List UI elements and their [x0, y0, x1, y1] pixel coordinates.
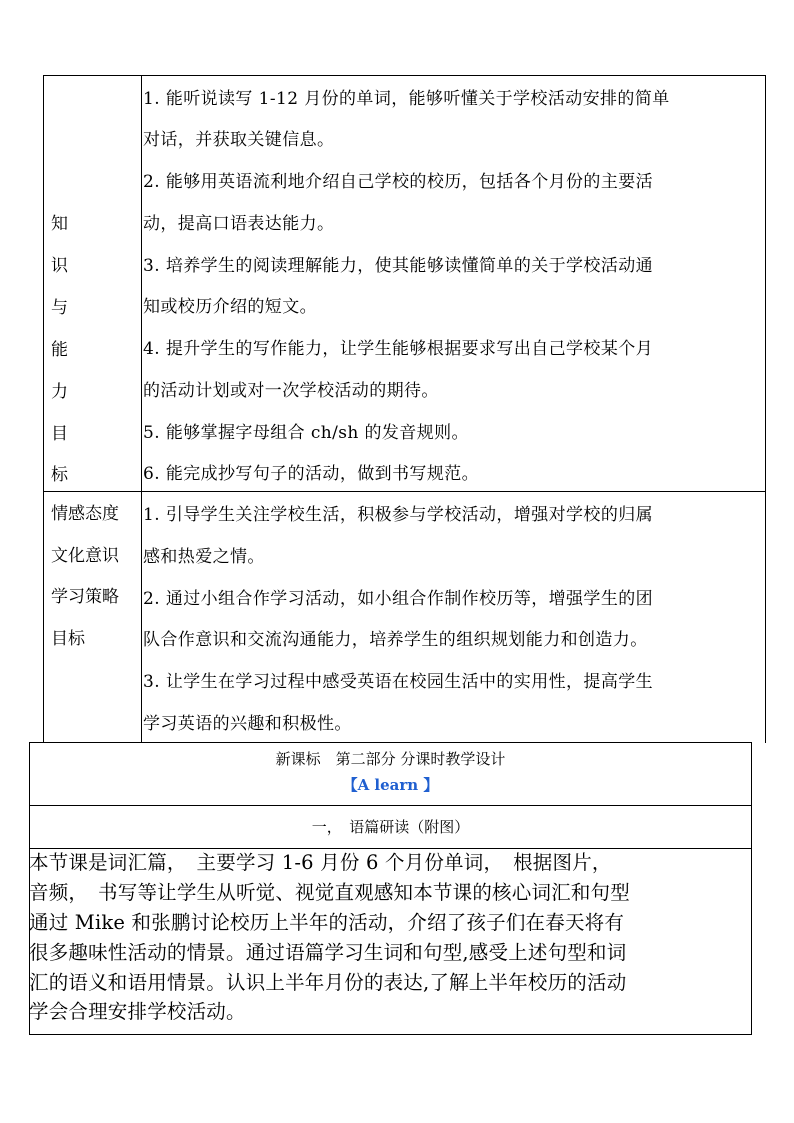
objective-line: 5. 能够掌握字母组合 ch/sh 的发音规则。 — [143, 423, 469, 443]
objective-line: 的活动计划或对一次学校活动的期待。 — [143, 381, 439, 401]
objective-line: 3. 培养学生的阅读理解能力，使其能够读懂简单的关于学校活动通 — [143, 256, 654, 276]
label-char: 标 — [51, 465, 68, 485]
objective-line: 学习英语的兴趣和积极性。 — [143, 714, 352, 734]
objective-line: 6. 能完成抄写句子的活动，做到书写规范。 — [143, 464, 480, 484]
lesson-subtitle: 【A learn 】 — [342, 776, 439, 794]
objective-line: 队合作意识和交流沟通能力，培养学生的组织规划能力和创造力。 — [143, 630, 648, 650]
label-line: 学习策略 — [51, 587, 119, 607]
label-char: 能 — [51, 340, 68, 360]
body-line: 汇的语义和语用情景。认识上半年月份的表达,了解上半年校历的活动 — [29, 971, 627, 994]
objective-line: 2. 通过小组合作学习活动，如小组合作制作校历等，增强学生的团 — [143, 589, 654, 609]
objective-line: 对话，并获取关键信息。 — [143, 130, 335, 150]
label-line: 文化意识 — [51, 546, 119, 566]
objective-line: 感和热爱之情。 — [143, 547, 265, 567]
objective-line: 1. 能听说读写 1-12 月份的单词，能够听懂关于学校活动安排的简单 — [143, 89, 670, 109]
objective-line: 知或校历介绍的短文。 — [143, 297, 317, 317]
body-line: 通过 Mike 和张鹏讨论校历上半年的活动，介绍了孩子们在春天将有 — [29, 911, 625, 934]
label-char: 力 — [51, 382, 68, 402]
objective-line: 4. 提升学生的写作能力，让学生能够根据要求写出自己学校某个月 — [143, 339, 654, 359]
section-title: 新课标 第二部分 分课时教学设计 — [275, 750, 506, 768]
part-heading: 一， 语篇研读（附图） — [311, 818, 470, 836]
table-row-divider — [43, 491, 766, 492]
label-char: 知 — [51, 214, 68, 234]
body-line: 很多趣味性活动的情景。通过语篇学习生词和句型,感受上述句型和词 — [29, 941, 627, 964]
design-table-top-border — [29, 742, 752, 743]
label-char: 与 — [51, 298, 68, 318]
body-line: 学会合理安排学校活动。 — [29, 1000, 246, 1023]
label-line: 情感态度 — [51, 504, 119, 524]
objective-line: 动，提高口语表达能力。 — [143, 214, 335, 234]
table-left-border — [43, 75, 44, 743]
body-line: 本节课是词汇篇， 主要学习 1-6 月份 6 个月份单词， 根据图片， — [29, 851, 612, 874]
objective-line: 2. 能够用英语流利地介绍自己学校的校历，包括各个月份的主要活 — [143, 172, 654, 192]
label-line: 目标 — [51, 629, 85, 649]
label-char: 识 — [51, 256, 68, 276]
label-char: 目 — [51, 424, 68, 444]
body-line: 音频， 书写等让学生从听觉、视觉直观感知本节课的核心词汇和句型 — [29, 881, 630, 904]
table-top-border — [43, 75, 766, 76]
design-table-row-divider — [29, 805, 752, 806]
objective-line: 3. 让学生在学习过程中感受英语在校园生活中的实用性，提高学生 — [143, 672, 654, 692]
objective-line: 1. 引导学生关注学校生活，积极参与学校活动，增强对学校的归属 — [143, 505, 654, 525]
design-table-bottom-border — [29, 1034, 752, 1035]
table-right-border — [765, 75, 766, 743]
